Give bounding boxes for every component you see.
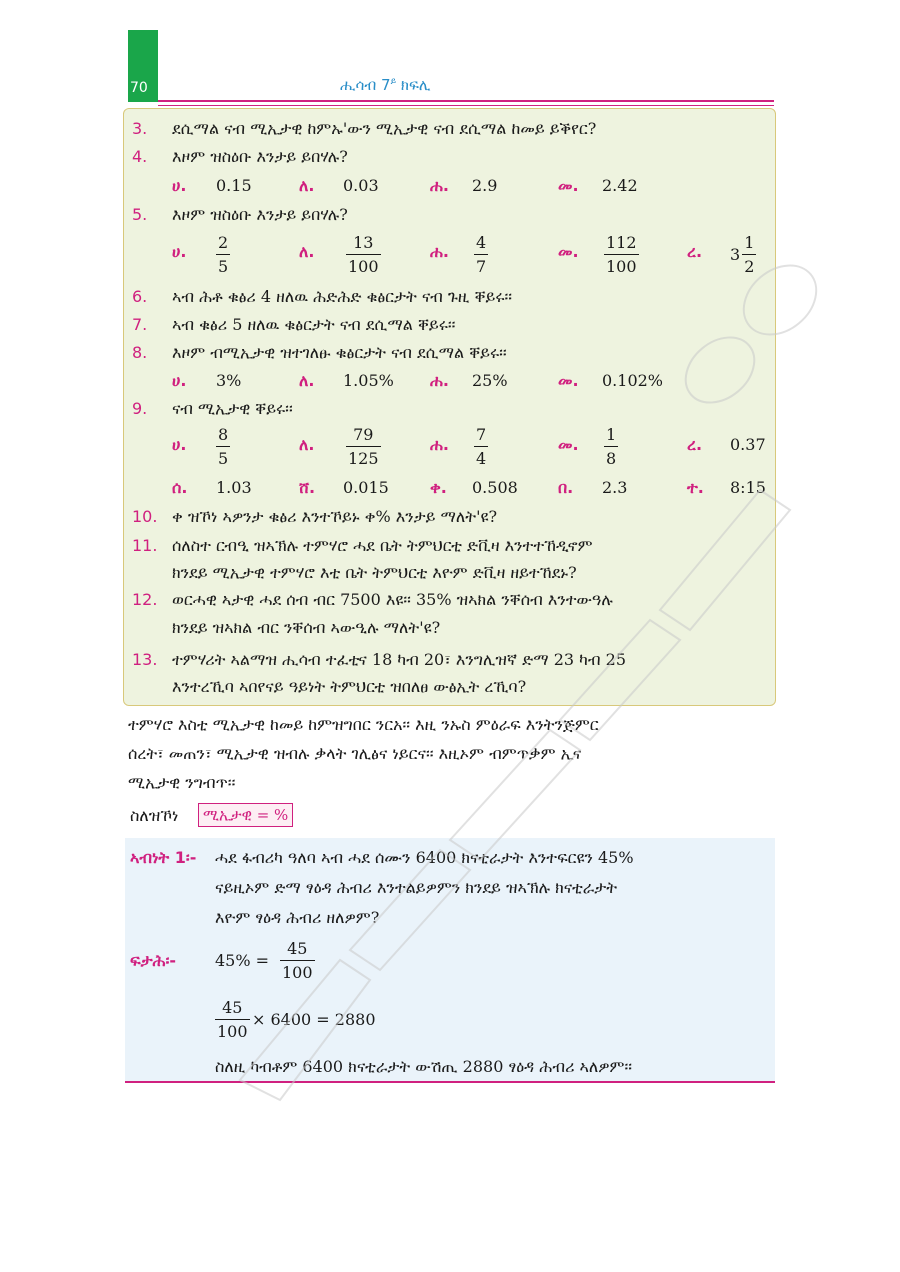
- q9-e-label: ረ.: [687, 435, 703, 454]
- q9-h-value: 0.508: [472, 478, 518, 497]
- q8-d-label: መ.: [558, 371, 579, 390]
- header-rule-thin: [158, 105, 774, 106]
- q4-text: እዞም ዝስዕቡ እንታይ ይበሃሉ?: [172, 147, 348, 166]
- example-label: ኣብነት 1፡-: [130, 848, 197, 867]
- q10-number: 10.: [132, 507, 158, 526]
- q4-a-label: ሀ.: [172, 176, 187, 195]
- q10-text: ቀ ዝኾነ ኣዎንታ ቁፅሪ እንተኾይኑ ቀ% እንታይ ማለት'ዩ?: [172, 507, 498, 526]
- q9-b-label: ለ.: [299, 435, 315, 454]
- q8-d-value: 0.102%: [602, 371, 664, 390]
- solution-label: ፍታሕ፡-: [130, 951, 177, 970]
- equation-2-rest: × 6400 = 2880: [252, 1010, 376, 1029]
- q6-number: 6.: [132, 287, 148, 306]
- formula-highlight: ሚኢታዊ = %: [198, 803, 293, 827]
- equation-2-fraction: $\frac{45}{100}$: [217, 998, 248, 1041]
- header-rule: [158, 100, 774, 102]
- q5-d-fraction: $\frac{112}{100}$: [606, 233, 637, 276]
- q9-c-label: ሐ.: [430, 435, 449, 454]
- q9-j-label: ተ.: [687, 478, 704, 497]
- example-bottom-rule: [125, 1081, 775, 1083]
- q9-a-fraction: $\frac{8}{5}$: [218, 425, 229, 468]
- q8-b-value: 1.05%: [343, 371, 394, 390]
- q4-d-label: መ.: [558, 176, 579, 195]
- q7-text: ኣብ ቁፅሪ 5 ዘለዉ ቁፅርታት ናብ ደሲማል ቐይሩ፡፡: [172, 315, 456, 334]
- q5-a-label: ሀ.: [172, 242, 187, 261]
- q5-b-label: ለ.: [299, 242, 315, 261]
- q9-a-label: ሀ.: [172, 435, 187, 454]
- q9-number: 9.: [132, 399, 148, 418]
- example-line-2: ናይዚኦም ድማ ፃዕዳ ሕብሪ እንተልይዎምን ክንደይ ዝኣኽሉ ክናቲራታት: [215, 878, 618, 897]
- q11-line2: ክንደይ ሚኢታዊ ተምሃሮ እቲ ቤት ትምህርቲ እዮም ድቪዛ ዘይተኸደኑ?: [172, 563, 577, 582]
- q5-a-fraction: $\frac{2}{5}$: [218, 233, 229, 276]
- exercise-box: [123, 108, 776, 706]
- q11-line1: ሰለስተ ርብዒ ዝኣኽሉ ተምሃሮ ሓደ ቤት ትምህርቲ ድቪዛ እንተተኸዲኖም: [172, 536, 593, 555]
- q5-e-label: ረ.: [687, 242, 703, 261]
- q13-line2: እንተረኺባ ኣበየናይ ዓይነት ትምህርቲ ዝበለፀ ውፅኢት ረኺባ?: [172, 677, 527, 696]
- example-line-1: ሓደ ፋብሪካ ዓለባ ኣብ ሓደ ሰሙን 6400 ክናቲራታት እንተፍርዩን 45%: [215, 848, 634, 867]
- q12-line2: ክንደይ ዝኣክል ብር ንቐሰብ ኣውዒሉ ማለት'ዩ?: [172, 618, 441, 637]
- q8-a-label: ሀ.: [172, 371, 187, 390]
- q9-g-value: 0.015: [343, 478, 389, 497]
- example-question: [215, 843, 634, 933]
- paragraph-line-1: ተምሃሮ እስቲ ሚኢታዊ ከመይ ከምዝግበር ንርአ፡፡ እዚ ንኡስ ምዕራፍ እንትንጅምር: [128, 715, 599, 734]
- equation-1-left: 45% =: [215, 951, 270, 970]
- q8-b-label: ለ.: [299, 371, 315, 390]
- q4-c-label: ሐ.: [430, 176, 449, 195]
- q9-e-value: 0.37: [730, 435, 766, 454]
- q13-number: 13.: [132, 650, 158, 669]
- q8-text: እዞም ብሚኢታዊ ዝተገለፁ ቁፅርታት ናብ ደሲማል ቐይሩ፡፡: [172, 343, 507, 362]
- page-number: 70: [130, 80, 148, 96]
- q8-a-value: 3%: [216, 371, 242, 390]
- q4-b-label: ለ.: [299, 176, 315, 195]
- q5-text: እዞም ዝስዕቡ እንታይ ይበሃሉ?: [172, 205, 348, 224]
- q12-line1: ወርሓዊ ኣታዊ ሓደ ሰብ ብር 7500 እዩ፡፡ 35% ዝኣክል ንቐሰብ እንተውዓሉ: [172, 590, 613, 609]
- q3-text: ደሲማል ናብ ሚኢታዊ ከምኡ'ውን ሚኢታዊ ናብ ደሲማል ከመይ ይቕየር?: [172, 119, 597, 138]
- q4-d-value: 2.42: [602, 176, 638, 195]
- q3-number: 3.: [132, 119, 148, 138]
- paragraph-line-2: ሰረት፣ መጠን፣ ሚኢታዊ ዝብሉ ቃላት ገሊፅና ነይርና፡፡ እዚኦም ብምጥቃም ኢና: [128, 744, 582, 763]
- q9-h-label: ቀ.: [430, 478, 447, 497]
- q5-c-fraction: $\frac{4}{7}$: [476, 233, 487, 276]
- q4-number: 4.: [132, 147, 148, 166]
- q9-d-label: መ.: [558, 435, 579, 454]
- example-line-3: እዮም ፃዕዳ ሕብሪ ዘለዎም?: [215, 908, 380, 927]
- example-conclusion: ስለዚ ካብቶም 6400 ክናቲራታት ውሽጢ 2880 ፃዕዳ ሕብሪ ኣለዎም፡፡: [215, 1057, 633, 1076]
- q9-c-fraction: $\frac{7}{4}$: [476, 425, 487, 468]
- q8-number: 8.: [132, 343, 148, 362]
- paragraph-line-3: ሚኢታዊ ንግብጥ፡፡: [128, 773, 236, 792]
- q4-c-value: 2.9: [472, 176, 498, 195]
- q5-d-label: መ.: [558, 242, 579, 261]
- q9-g-label: ሸ.: [299, 478, 316, 497]
- q5-c-label: ሐ.: [430, 242, 449, 261]
- q13-line1: ተምሃሪት ኣልማዝ ሒሳብ ተፈቲና 18 ካብ 20፣ እንግሊዝኛ ድማ 23 ካብ 25: [172, 650, 627, 669]
- q4-a-value: 0.15: [216, 176, 252, 195]
- q9-i-label: በ.: [558, 478, 574, 497]
- q8-c-value: 25%: [472, 371, 508, 390]
- q12-number: 12.: [132, 590, 158, 609]
- q5-number: 5.: [132, 205, 148, 224]
- q9-j-value: 8:15: [730, 478, 766, 497]
- q8-c-label: ሐ.: [430, 371, 449, 390]
- q9-d-fraction: $\frac{1}{8}$: [606, 425, 617, 468]
- therefore-label: ስለዝኾነ: [130, 806, 179, 825]
- q4-b-value: 0.03: [343, 176, 379, 195]
- q11-number: 11.: [132, 536, 158, 555]
- equation-1-fraction: $\frac{45}{100}$: [282, 939, 313, 982]
- q5-b-fraction: $\frac{13}{100}$: [348, 233, 379, 276]
- q9-f-label: ሰ.: [172, 478, 188, 497]
- q9-f-value: 1.03: [216, 478, 252, 497]
- running-header: ሒሳብ $7^ይ$ ክፍሊ: [340, 76, 431, 94]
- intro-paragraph: [128, 710, 773, 797]
- q7-number: 7.: [132, 315, 148, 334]
- q9-i-value: 2.3: [602, 478, 628, 497]
- q9-text: ናብ ሚኢታዊ ቐይሩ፡፡: [172, 399, 293, 418]
- q6-text: ኣብ ሕቶ ቁፅሪ 4 ዘለዉ ሕድሕድ ቁፅርታት ናብ ጉዚ ቐይሩ፡፡: [172, 287, 513, 306]
- q5-e-mixed-number: 3 $\frac{1}{2}$: [730, 233, 755, 276]
- q9-b-fraction: $\frac{79}{125}$: [348, 425, 379, 468]
